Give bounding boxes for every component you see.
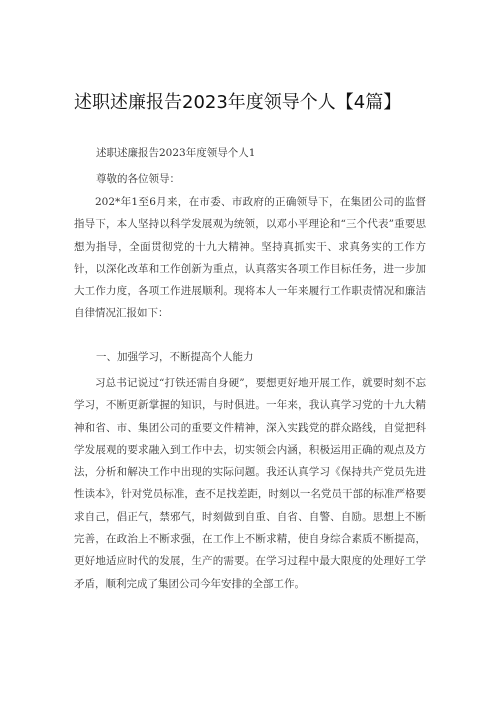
document-title: 述职述廉报告2023年度领导个人【4篇】 xyxy=(74,92,402,113)
intro-paragraph: 202*年1至6月来，在市委、市政府的正确领导下，在集团公司的监督指导下，本人坚持以科学发展观为统领，以邓小平理论和“三个代表”重要思想为指导，全面贯彻党的十九大精神。坚持真抓实干、求真务实的工作方针，以深化改革和工作创新为重点，认真落实各项工作目标任务，进一步加大工作力度，各项工作进展顺利。现将本人一年来履行工作职责情况和廉洁自律情况汇报如下： xyxy=(74,196,426,320)
document-subtitle: 述职述廉报告2023年度领导个人1 xyxy=(96,147,256,159)
section-heading: 一、加强学习，不断提高个人能力 xyxy=(96,351,254,363)
salutation: 尊敬的各位领导： xyxy=(96,173,180,185)
study-paragraph: 习总书记说过“打铁还需自身硬”，要想更好地开展工作，就要时刻不忘学习，不断更新掌握的知识，与时俱进。一年来，我认真学习党的十九大精神和省、市、集团公司的重要文件精神，深入实践党的群众路线，自觉把科学发展观的要求融入到工作中去，切实领会内涵，积极运用正确的观点及方法，分析和解决工作中出现的实际问题。我还认真学习《保持共产党员先进性读本》，针对党员标准，查不足找差距，时刻以一名党员干部的标准严格要求自己，倡正气，禁邪气，时刻做到自重、自省、自警、自励。思想上不断完善，在政治上不断求强，在工作上不断求精，使自身综合素质不断提高，更好地适应时代的发展，生产的需要。在学习过程中最大限度的处理好工学矛盾，顺利完成了集团公司今年安排的全部工作。 xyxy=(74,377,426,590)
